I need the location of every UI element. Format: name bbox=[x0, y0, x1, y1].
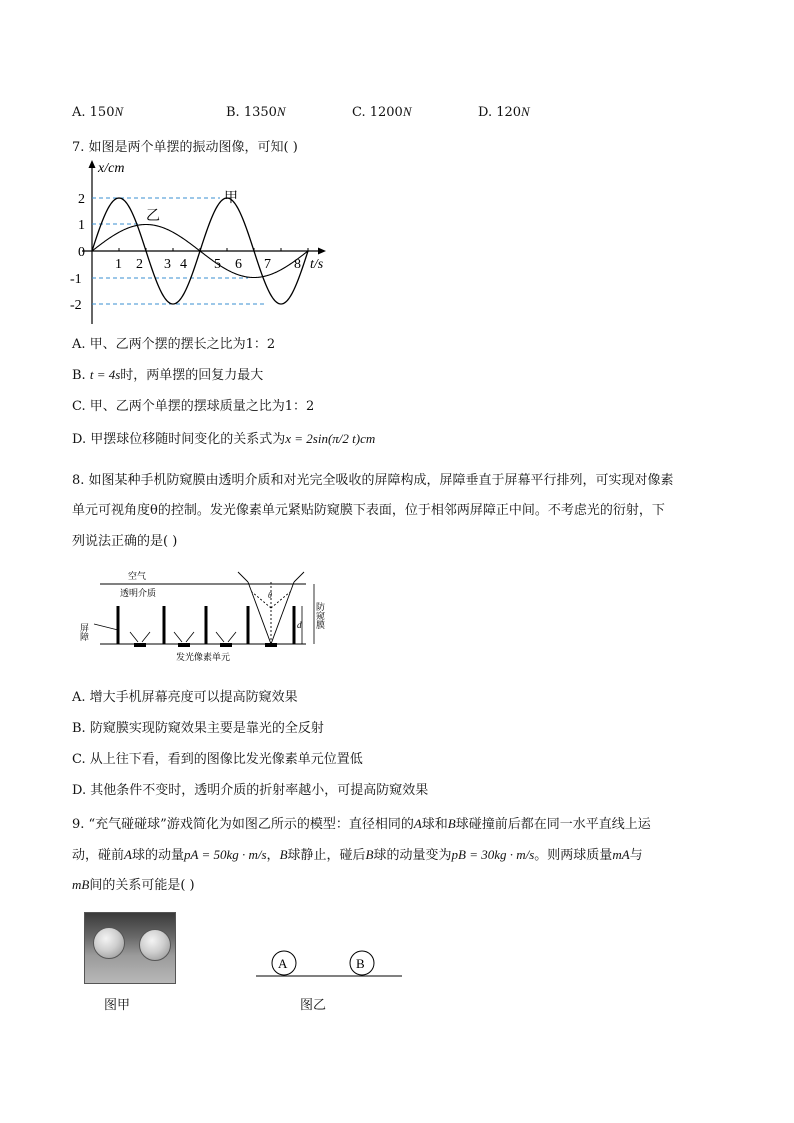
theta-label: θ bbox=[268, 591, 272, 600]
y-tick-0: 0 bbox=[78, 245, 85, 260]
d-label: d bbox=[297, 620, 302, 630]
label-jia: 甲 bbox=[224, 191, 238, 206]
pixel-2 bbox=[178, 643, 190, 647]
y-tick-1: 1 bbox=[78, 218, 85, 233]
q8-stem-line1: 8. 如图某种手机防窥膜由透明介质和对光完全吸收的屏障构成，屏障垂直于屏幕平行排列，可实现对像素 bbox=[72, 473, 674, 488]
x-tick-1: 1 bbox=[115, 257, 122, 272]
bumper-ball-photo bbox=[84, 912, 176, 984]
q8-option-d: D. 其他条件不变时，透明介质的折射率越小，可提高防窥效果 bbox=[72, 783, 429, 798]
x-tick-8: 8 bbox=[294, 257, 301, 272]
q7-option-a: A. 甲、乙两个摆的摆长之比为1：2 bbox=[72, 337, 276, 352]
y-axis-label: x/cm bbox=[98, 161, 125, 176]
air-label: 空气 bbox=[128, 571, 147, 581]
x-tick-5: 5 bbox=[214, 257, 221, 272]
bumper-ball-right bbox=[139, 929, 171, 961]
medium-label: 透明介质 bbox=[120, 588, 157, 598]
q8-option-b: B. 防窥膜实现防窥效果主要是靠光的全反射 bbox=[72, 721, 324, 736]
q6-option-a: A. 150N bbox=[72, 104, 124, 120]
q8-option-a: A. 增大手机屏幕亮度可以提高防窥效果 bbox=[72, 690, 298, 705]
y-tick-neg1: -1 bbox=[70, 272, 82, 287]
film-label: 防窥膜 bbox=[315, 602, 325, 629]
collision-model-figure bbox=[256, 946, 406, 980]
q6-option-b: B. 1350N bbox=[226, 104, 286, 120]
x-axis-label: t/s bbox=[310, 257, 324, 272]
ray-right bbox=[271, 582, 294, 644]
x-tick-4: 4 bbox=[180, 257, 187, 272]
q6-option-d: D. 120N bbox=[478, 104, 530, 120]
barrier-label: 屏障 bbox=[79, 623, 89, 641]
q9-stem-line1: 9. “充气碰碰球”游戏简化为如图乙所示的模型：直径相同的A球和B球碰撞前后都在同一水平直线上运 bbox=[72, 816, 651, 832]
q6-option-c: C. 1200N bbox=[352, 104, 412, 120]
q9-stem-line3: mB间的关系可能是( ) bbox=[72, 877, 195, 893]
q7-oscillation-graph bbox=[70, 158, 338, 326]
q8-option-c: C. 从上往下看，看到的图像比发光像素单元位置低 bbox=[72, 752, 363, 767]
pixel-1 bbox=[134, 643, 146, 647]
q7-option-d: D. 甲摆球位移随时间变化的关系式为x = 2sin(π/2 t)cm bbox=[72, 431, 376, 447]
x-tick-2: 2 bbox=[136, 257, 143, 272]
ball-a-label: A bbox=[278, 956, 288, 971]
q7-option-b: B. t = 4s时，两单摆的回复力最大 bbox=[72, 367, 264, 383]
q8-stem-line3: 列说法正确的是( ) bbox=[72, 534, 178, 549]
pixel-3 bbox=[220, 643, 232, 647]
q9-stem-line2: 动，碰前A球的动量pA = 50kg · m/s，B球静止，碰后B球的动量变为pB = 30kg · m/s。则两球质量mA与 bbox=[72, 847, 643, 863]
x-axis-arrow bbox=[318, 248, 326, 255]
pixel-label: 发光像素单元 bbox=[176, 652, 231, 662]
fig-jia-caption: 图甲 bbox=[104, 998, 131, 1013]
y-tick-2: 2 bbox=[78, 192, 85, 207]
y-axis-arrow bbox=[89, 160, 96, 168]
x-tick-6: 6 bbox=[235, 257, 242, 272]
x-tick-3: 3 bbox=[164, 257, 171, 272]
y-tick-neg2: -2 bbox=[70, 298, 82, 313]
x-tick-7: 7 bbox=[264, 257, 271, 272]
ball-b-label: B bbox=[356, 956, 365, 971]
q8-privacy-film-figure bbox=[80, 568, 340, 668]
bumper-ball-left bbox=[93, 927, 125, 959]
fig-yi-caption: 图乙 bbox=[300, 998, 327, 1013]
label-yi: 乙 bbox=[146, 209, 160, 224]
q8-stem-line2: 单元可视角度θ的控制。发光像素单元紧贴防窥膜下表面，位于相邻两屏障正中间。不考虑光的衍射，下 bbox=[72, 503, 665, 518]
q7-stem: 7. 如图是两个单摆的振动图像，可知( ) bbox=[72, 140, 298, 155]
q7-option-c: C. 甲、乙两个单摆的摆球质量之比为1：2 bbox=[72, 399, 315, 414]
